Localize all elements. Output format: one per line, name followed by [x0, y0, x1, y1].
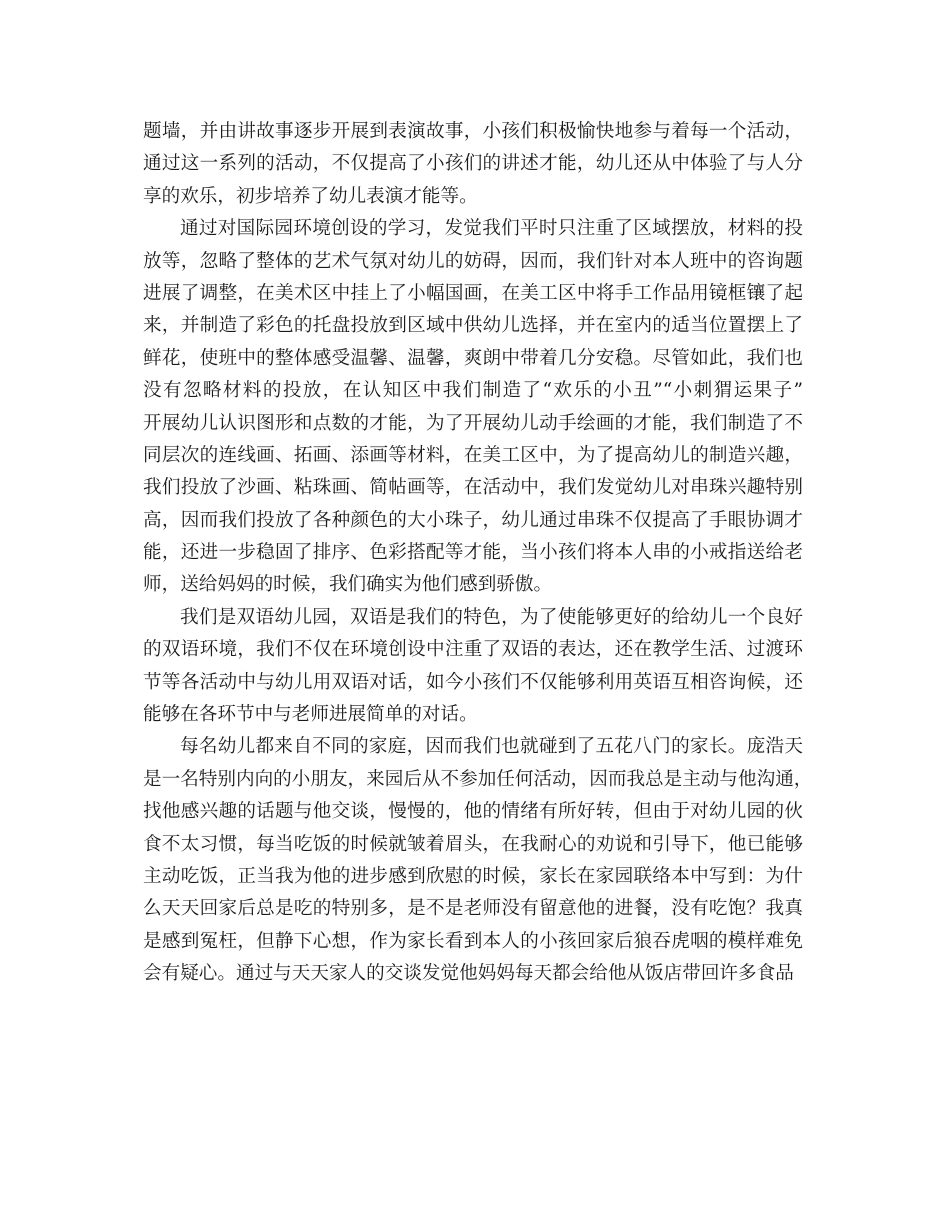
text-line: 通过对国际园环境创设的学习，发觉我们平时只注重了区域摆放，材料的投	[180, 218, 803, 240]
paragraph	[143, 602, 803, 732]
text-line: 题墙，并由讲故事逐步开展到表演故事，小孩们积极愉快地参与着每一个活动，	[143, 121, 803, 142]
text-line: 师，送给妈妈的时候，我们确实为他们感到骄傲。	[143, 574, 553, 596]
text-line: 鲜花，使班中的整体感受温馨、温馨，爽朗中带着几分安稳。尽管如此，我们也	[143, 347, 803, 369]
text-line: 没有忽略材料的投放，在认知区中我们制造了“欢乐的小丑”“小刺猬运果子”	[143, 380, 803, 402]
paragraph	[143, 731, 813, 990]
text-line: 开展幼儿认识图形和点数的才能，为了开展幼儿动手绘画的才能，我们制造了不	[143, 412, 803, 434]
text-line: 是一名特别内向的小朋友，来园后从不参加任何活动，因而我总是主动与他沟通，	[143, 768, 813, 790]
text-line: 的双语环境，我们不仅在环境创设中注重了双语的表达，还在教学生活、过渡环	[143, 639, 803, 661]
text-line: 来，并制造了彩色的托盘投放到区域中供幼儿选择，并在室内的适当位置摆上了	[143, 315, 803, 337]
text-line: 能够在各环节中与老师进展简单的对话。	[143, 704, 478, 726]
text-line: 每名幼儿都来自不同的家庭，因而我们也就碰到了五花八门的家长。庞浩天	[180, 736, 803, 758]
text-line: 找他感兴趣的话题与他交谈，慢慢的，他的情绪有所好转，但由于对幼儿园的伙	[143, 801, 803, 823]
text-line: 享的欢乐，初步培养了幼儿表演才能等。	[143, 185, 478, 207]
text-line: 同层次的连线画、拓画、添画等材料，在美工区中，为了提高幼儿的制造兴趣，	[143, 444, 803, 466]
text-line: 是感到冤枉，但静下心想，作为家长看到本人的小孩回家后狼吞虎咽的模样难免	[143, 930, 803, 952]
text-line: 食不太习惯，每当吃饭的时候就皱着眉头，在我耐心的劝说和引导下，他已能够	[143, 833, 803, 855]
paragraph	[143, 213, 803, 602]
text-line: 进展了调整，在美术区中挂上了小幅国画，在美工区中将手工作品用镜框镶了起	[143, 282, 803, 304]
text-line: 我们是双语幼儿园，双语是我们的特色，为了使能够更好的给幼儿一个良好	[180, 606, 803, 628]
text-line: 能，还进一步稳固了排序、色彩搭配等才能，当小孩们将本人串的小戒指送给老	[143, 542, 803, 564]
text-line: 我们投放了沙画、粘珠画、简帖画等，在活动中，我们发觉幼儿对串珠兴趣特别	[143, 477, 803, 499]
text-line: 放等，忽略了整体的艺术气氛对幼儿的妨碍，因而，我们针对本人班中的咨询题	[143, 250, 803, 272]
text-line: 么天天回家后总是吃的特别多，是不是老师没有留意他的进餐，没有吃饱？我真	[143, 898, 803, 920]
text-line: 主动吃饭，正当我为他的进步感到欣慰的时候，家长在家园联络本中写到：为什	[143, 865, 803, 887]
text-line: 会有疑心。通过与天天家人的交谈发觉他妈妈每天都会给他从饭店带回许多食品	[143, 963, 794, 985]
paragraph	[143, 116, 803, 213]
text-line: 节等各活动中与幼儿用双语对话，如今小孩们不仅能够利用英语互相咨询候，还	[143, 671, 803, 693]
text-line: 高，因而我们投放了各种颜色的大小珠子，幼儿通过串珠不仅提高了手眼协调才	[143, 509, 803, 531]
text-line: 通过这一系列的活动，不仅提高了小孩们的讲述才能，幼儿还从中体验了与人分	[143, 153, 803, 175]
document-body	[143, 116, 813, 991]
